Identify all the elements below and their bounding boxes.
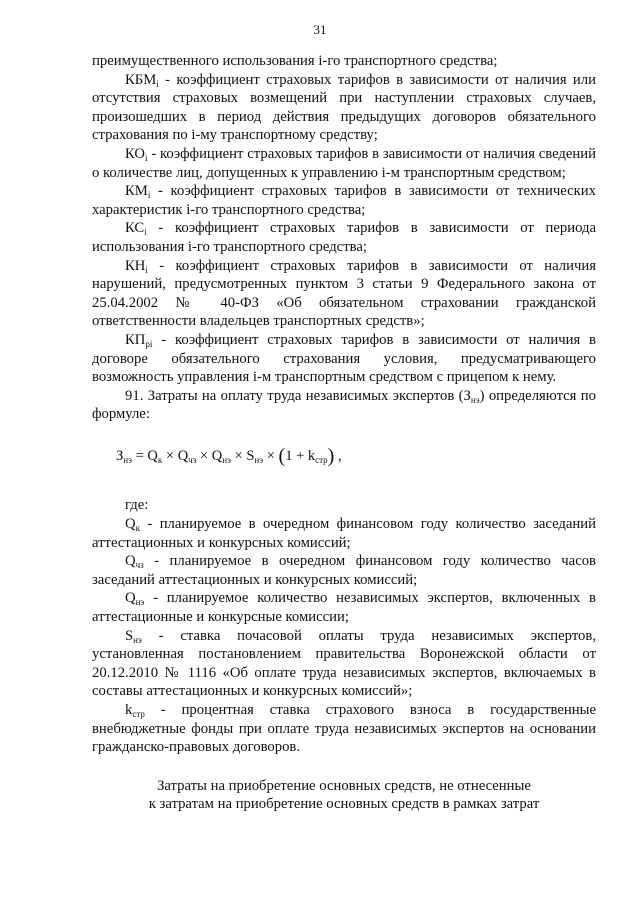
definition-kbm: $КБМ_i$ - коэффициент страховых тарифов в зависимости от наличия или отсутствия страховых возмещений при наступлении страховых случаев, произошедших в период действия предыдущих договоров обязательного страхования по i-му транспортному средству; xyxy=(92,71,596,144)
definition-qchz: $Q_{чз}$ - планируемое в очередном финансовом году количество часов заседаний аттестационных и конкурсных комиссий; xyxy=(92,553,596,588)
definition-kp: $КП_{рi}$ - коэффициент страховых тарифов в зависимости от наличия в договоре обязательного страхования условия, предусматривающего возможность управления i-м транспортным средством с прицепом к нему. xyxy=(92,331,596,386)
definition-qne: $Q_{нэ}$ - планируемое количество независимых экспертов, включенных в аттестационные и конкурсные комиссии; xyxy=(92,590,596,626)
page-number: 31 xyxy=(313,22,327,37)
paragraph-continuation: преимущественного использования i-го транспортного средства; xyxy=(92,53,498,69)
definition-km: $КМ_i$ - коэффициент страховых тарифов в зависимости от технических характеристик i-го транспортного средства; xyxy=(92,183,596,218)
where-label: где: xyxy=(125,497,149,514)
document-body xyxy=(92,52,596,814)
definition-sne: $S_{нэ}$ - ставка почасовой оплаты труда независимых экспертов, установленная постановлением правительства Воронежской области от 20.12.2010 № 1116 «Об оплате труда независимых экспертов, включаемых в составы аттестационных и конкурсных комиссий»; xyxy=(92,627,596,700)
definition-qk: $Q_к$ - планируемое в очередном финансовом году количество заседаний аттестационных и конкурсных комиссий; xyxy=(92,516,596,551)
item-91: 91. Затраты на оплату труда независимых экспертов $(З_{нэ})$ определяются по формуле: xyxy=(92,387,596,423)
definition-ko: $КО_i$ - коэффициент страховых тарифов в зависимости от наличия сведений о количестве лиц, допущенных к управлению i-м транспортным средством; xyxy=(92,145,596,181)
definition-kc: $КС_i$ - коэффициент страховых тарифов в зависимости от периода использования i-го транспортного средства; xyxy=(92,220,596,255)
section-heading: Затраты на приобретение основных средств, не отнесенные к затратам на приобретение основных средств в рамках затрат xyxy=(148,777,540,813)
definition-kn: $КН_i$ - коэффициент страховых тарифов в зависимости от наличия нарушений, предусмотренных пунктом 3 статьи 9 Федерального закона от 25.04.2002 № 40-ФЗ «Об обязательном страховании гражданской ответственности владельцев транспортных средств»; xyxy=(92,257,596,330)
formula: $З_{нэ} = Q_к \times Q_{чз} \times Q_{нэ} \times S_{нэ} \times (1 + k_{стр})$ , xyxy=(116,444,342,467)
definition-kstr: $k_{стр}$ - процентная ставка страхового взноса в государственные внебюджетные фонды при оплате труда независимых экспертов на основании гражданско-правовых договоров. xyxy=(92,702,596,756)
